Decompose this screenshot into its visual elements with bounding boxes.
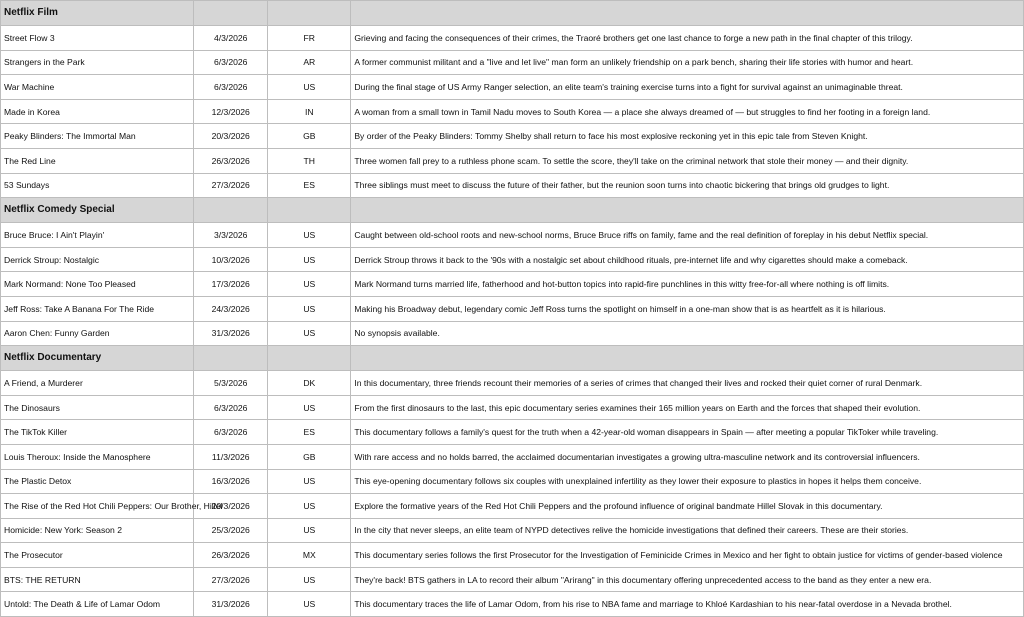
synopsis-cell[interactable]: Caught between old-school roots and new-school norms, Bruce Bruce riffs on family, fame and the real definition of foreplay in his debut Netflix special. [351,223,1024,248]
date-cell[interactable]: 12/3/2026 [194,99,268,124]
country-cell[interactable]: US [268,272,351,297]
date-cell[interactable]: 27/3/2026 [194,173,268,198]
table-row [1,444,1024,469]
country-cell[interactable]: US [268,223,351,248]
table-row [1,99,1024,124]
synopsis-cell[interactable]: Making his Broadway debut, legendary comic Jeff Ross turns the spotlight on himself in a one-man show that is as heartfelt as it is hilarious. [351,296,1024,321]
section-empty-cell[interactable] [194,346,268,371]
title-cell[interactable]: The Red Line [1,148,194,173]
date-cell[interactable]: 31/3/2026 [194,321,268,346]
date-cell[interactable]: 11/3/2026 [194,444,268,469]
title-cell[interactable]: The Plastic Detox [1,469,194,494]
title-cell[interactable]: Derrick Stroup: Nostalgic [1,247,194,272]
section-empty-cell[interactable] [194,1,268,26]
synopsis-cell[interactable]: A former communist militant and a "live and let live" man form an unlikely friendship on a park bench, sharing their life stories with humor and heart. [351,50,1024,75]
table-row [1,469,1024,494]
table-row [1,592,1024,617]
title-cell[interactable]: Street Flow 3 [1,26,194,51]
table-row [1,148,1024,173]
date-cell[interactable]: 10/3/2026 [194,247,268,272]
synopsis-cell[interactable]: This documentary series follows the first Prosecutor for the Investigation of Feminicide Crimes in Mexico and her fight to obtain justice for victims of gender-based violence [351,543,1024,568]
synopsis-cell[interactable]: This documentary traces the life of Lamar Odom, from his rise to NBA fame and marriage to Khloé Kardashian to his near-fatal overdose in a Nevada brothel. [351,592,1024,617]
synopsis-cell[interactable]: From the first dinosaurs to the last, this epic documentary series examines their 165 million years on Earth and the forces that shaped their evolution. [351,395,1024,420]
section-empty-cell[interactable] [351,346,1024,371]
synopsis-cell[interactable]: By order of the Peaky Blinders: Tommy Shelby shall return to face his most explosive reckoning yet in this epic tale from Steven Knight. [351,124,1024,149]
table-row [1,518,1024,543]
synopsis-cell[interactable]: A woman from a small town in Tamil Nadu moves to South Korea — a place she always dreamed of — but struggles to find her footing in a foreign land. [351,99,1024,124]
date-cell[interactable]: 26/3/2026 [194,543,268,568]
date-cell[interactable]: 25/3/2026 [194,518,268,543]
title-cell[interactable]: The Prosecutor [1,543,194,568]
country-cell[interactable]: ES [268,420,351,445]
table-row [1,26,1024,51]
date-cell[interactable]: 20/3/2026 [194,494,268,519]
country-cell[interactable]: MX [268,543,351,568]
section-title-cell[interactable]: Netflix Comedy Special [1,198,194,223]
date-cell[interactable]: 16/3/2026 [194,469,268,494]
table-row [1,173,1024,198]
section-header-row [1,1,1024,26]
title-cell[interactable]: 53 Sundays [1,173,194,198]
date-cell[interactable]: 31/3/2026 [194,592,268,617]
table-row [1,223,1024,248]
table-row [1,247,1024,272]
spreadsheet-body [1,1,1024,617]
country-cell[interactable]: AR [268,50,351,75]
section-title-cell[interactable]: Netflix Documentary [1,346,194,371]
synopsis-cell[interactable]: During the final stage of US Army Ranger selection, an elite team's training exercise turns into a fight for survival against an unimaginable threat. [351,75,1024,100]
title-cell[interactable]: Mark Normand: None Too Pleased [1,272,194,297]
title-cell[interactable]: Jeff Ross: Take A Banana For The Ride [1,296,194,321]
synopsis-cell[interactable]: Explore the formative years of the Red Hot Chili Peppers and the profound influence of original bandmate Hillel Slovak in this documentary. [351,494,1024,519]
title-cell[interactable]: War Machine [1,75,194,100]
title-cell[interactable]: The Rise of the Red Hot Chili Peppers: Our Brother, Hillel [1,494,194,519]
title-cell[interactable]: Louis Theroux: Inside the Manosphere [1,444,194,469]
synopsis-cell[interactable]: They're back! BTS gathers in LA to record their album "Arirang" in this documentary offering unprecedented access to the band as they enter a new era. [351,567,1024,592]
country-cell[interactable]: US [268,296,351,321]
date-cell[interactable]: 3/3/2026 [194,223,268,248]
title-cell[interactable]: Strangers in the Park [1,50,194,75]
synopsis-cell[interactable]: Three women fall prey to a ruthless phone scam. To settle the score, they'll take on the criminal network that stole their money — and their dignity. [351,148,1024,173]
synopsis-cell[interactable]: This eye-opening documentary follows six couples with unexplained infertility as they lower their exposure to plastics in hopes it helps them conceive. [351,469,1024,494]
date-cell[interactable]: 6/3/2026 [194,420,268,445]
date-cell[interactable]: 17/3/2026 [194,272,268,297]
title-cell[interactable]: Bruce Bruce: I Ain't Playin' [1,223,194,248]
date-cell[interactable]: 5/3/2026 [194,371,268,396]
country-cell[interactable]: TH [268,148,351,173]
table-row [1,124,1024,149]
section-empty-cell[interactable] [268,198,351,223]
country-cell[interactable]: GB [268,124,351,149]
synopsis-cell[interactable]: Three siblings must meet to discuss the future of their father, but the reunion soon turns into chaotic bickering that brings old grudges to light. [351,173,1024,198]
table-row [1,420,1024,445]
table-row [1,567,1024,592]
section-header-row [1,198,1024,223]
country-cell[interactable]: FR [268,26,351,51]
synopsis-cell[interactable]: No synopsis available. [351,321,1024,346]
table-row [1,321,1024,346]
country-cell[interactable]: US [268,494,351,519]
date-cell[interactable]: 24/3/2026 [194,296,268,321]
country-cell[interactable]: US [268,567,351,592]
table-row [1,494,1024,519]
table-row [1,272,1024,297]
title-cell[interactable]: Untold: The Death & Life of Lamar Odom [1,592,194,617]
table-row [1,395,1024,420]
table-row [1,296,1024,321]
section-empty-cell[interactable] [268,346,351,371]
title-cell[interactable]: BTS: THE RETURN [1,567,194,592]
title-cell[interactable]: Peaky Blinders: The Immortal Man [1,124,194,149]
title-cell[interactable]: The Dinosaurs [1,395,194,420]
country-cell[interactable]: US [268,469,351,494]
date-cell[interactable]: 27/3/2026 [194,567,268,592]
country-cell[interactable]: DK [268,371,351,396]
country-cell[interactable]: US [268,518,351,543]
country-cell[interactable]: ES [268,173,351,198]
country-cell[interactable]: US [268,247,351,272]
section-empty-cell[interactable] [194,198,268,223]
section-empty-cell[interactable] [351,1,1024,26]
title-cell[interactable]: Aaron Chen: Funny Garden [1,321,194,346]
country-cell[interactable]: US [268,395,351,420]
synopsis-cell[interactable]: Mark Normand turns married life, fatherhood and hot-button topics into rapid-fire punchlines in this witty free-for-all where nothing is off limits. [351,272,1024,297]
title-cell[interactable]: A Friend, a Murderer [1,371,194,396]
synopsis-cell[interactable]: This documentary follows a family's quest for the truth when a 42-year-old woman disappears in Spain — after meeting a popular TikToker while traveling. [351,420,1024,445]
date-cell[interactable]: 6/3/2026 [194,395,268,420]
section-header-row [1,346,1024,371]
date-cell[interactable]: 26/3/2026 [194,148,268,173]
synopsis-cell[interactable]: Derrick Stroup throws it back to the '90s with a nostalgic set about childhood rituals, pre-internet life and why cigarettes should make a comeback. [351,247,1024,272]
table-row [1,543,1024,568]
title-cell[interactable]: Made in Korea [1,99,194,124]
country-cell[interactable]: GB [268,444,351,469]
table-row [1,50,1024,75]
date-cell[interactable]: 20/3/2026 [194,124,268,149]
date-cell[interactable]: 6/3/2026 [194,50,268,75]
date-cell[interactable]: 6/3/2026 [194,75,268,100]
section-empty-cell[interactable] [351,198,1024,223]
section-empty-cell[interactable] [268,1,351,26]
country-cell[interactable]: US [268,321,351,346]
title-cell[interactable]: Homicide: New York: Season 2 [1,518,194,543]
title-cell[interactable]: The TikTok Killer [1,420,194,445]
table-row [1,371,1024,396]
country-cell[interactable]: IN [268,99,351,124]
country-cell[interactable]: US [268,75,351,100]
synopsis-cell[interactable]: In the city that never sleeps, an elite team of NYPD detectives relive the homicide investigations that defined their careers. These are their stories. [351,518,1024,543]
date-cell[interactable]: 4/3/2026 [194,26,268,51]
synopsis-cell[interactable]: With rare access and no holds barred, the acclaimed documentarian investigates a growing ultra-masculine network and its controversial influencers. [351,444,1024,469]
table-row [1,75,1024,100]
country-cell[interactable]: US [268,592,351,617]
synopsis-cell[interactable]: Grieving and facing the consequences of their crimes, the Traoré brothers get one last chance to forge a new path in the final chapter of this trilogy. [351,26,1024,51]
section-title-cell[interactable]: Netflix Film [1,1,194,26]
synopsis-cell[interactable]: In this documentary, three friends recount their memories of a series of crimes that changed their lives and rocked their quiet corner of rural Denmark. [351,371,1024,396]
